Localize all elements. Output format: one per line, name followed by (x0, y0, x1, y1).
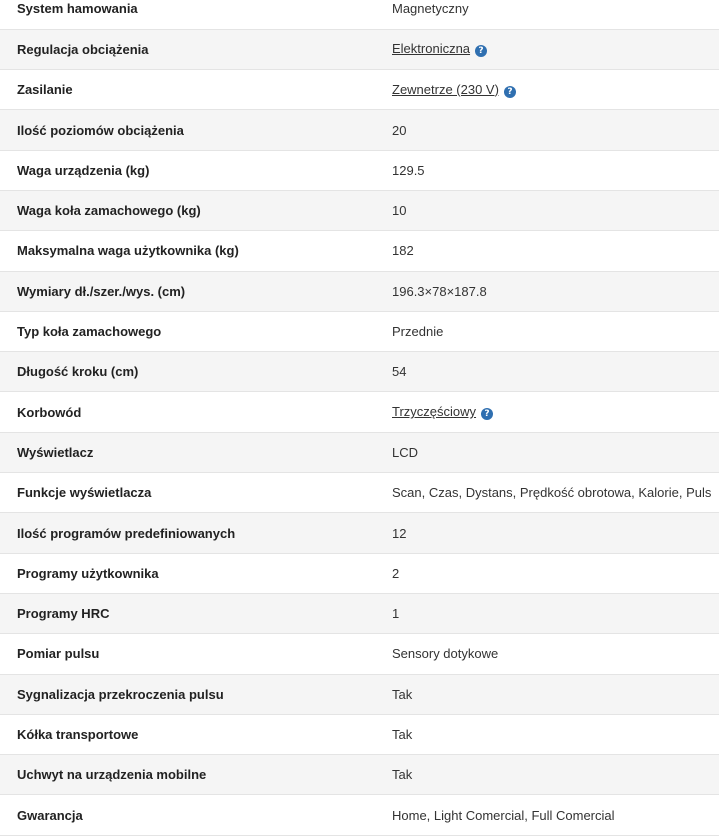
spec-label: Wyświetlacz (17, 444, 94, 460)
spec-value: 182 (392, 243, 414, 259)
spec-label: Programy HRC (17, 606, 110, 622)
spec-row (0, 593, 719, 633)
spec-label: Waga urządzenia (kg) (17, 162, 150, 178)
spec-row (0, 634, 719, 674)
spec-label: Sygnalizacja przekroczenia pulsu (17, 686, 224, 702)
spec-row (0, 311, 719, 351)
spec-value: Tak (392, 726, 413, 742)
spec-value: 2 (392, 565, 400, 581)
spec-row (0, 432, 719, 472)
spec-label: Uchwyt na urządzenia mobilne (17, 767, 207, 783)
spec-value: Tak (392, 686, 413, 702)
spec-row (0, 70, 719, 110)
spec-label: Maksymalna waga użytkownika (kg) (17, 243, 239, 259)
spec-label: Pomiar pulsu (17, 646, 100, 662)
spec-label: Waga koła zamachowego (kg) (17, 203, 201, 219)
spec-label: Korbowód (17, 404, 82, 420)
spec-row (0, 231, 719, 271)
spec-label: Kółka transportowe (17, 726, 139, 742)
spec-row (0, 795, 719, 835)
question-circle-icon[interactable]: ? (504, 86, 516, 98)
spec-label: Programy użytkownika (17, 565, 159, 581)
spec-value: 20 (392, 122, 407, 138)
spec-row (0, 513, 719, 553)
spec-row (0, 553, 719, 593)
spec-value: Sensory dotykowe (392, 646, 499, 662)
spec-row (0, 29, 719, 69)
spec-value: 54 (392, 364, 407, 380)
spec-label: Długość kroku (cm) (17, 364, 139, 380)
spec-row (0, 0, 719, 29)
spec-label: Ilość poziomów obciążenia (17, 122, 184, 138)
spec-row (0, 714, 719, 754)
spec-label: System hamowania (17, 1, 138, 17)
spec-label: Typ koła zamachowego (17, 324, 162, 340)
question-circle-icon[interactable]: ? (475, 45, 487, 57)
spec-row (0, 150, 719, 190)
spec-value: 12 (392, 525, 407, 541)
spec-label: Wymiary dł./szer./wys. (cm) (17, 283, 186, 299)
spec-value: 10 (392, 203, 407, 219)
spec-row (0, 190, 719, 230)
spec-value: Tak (392, 767, 413, 783)
spec-label: Ilość programów predefiniowanych (17, 525, 236, 541)
spec-value: Magnetyczny (392, 1, 469, 17)
spec-value (375, 392, 719, 432)
question-circle-icon[interactable]: ? (481, 408, 493, 420)
spec-row (0, 271, 719, 311)
spec-row (0, 755, 719, 795)
spec-value (375, 70, 719, 110)
spec-row (0, 392, 719, 432)
spec-label: Funkcje wyświetlacza (17, 485, 152, 501)
spec-label: Gwarancja (17, 807, 83, 823)
spec-row (0, 110, 719, 150)
spec-value-link[interactable]: Zewnetrze (230 V) (392, 81, 499, 97)
spec-value-link[interactable]: Trzyczęściowy (392, 404, 477, 420)
spec-value (375, 29, 719, 69)
spec-label: Regulacja obciążenia (17, 41, 149, 57)
spec-row (0, 352, 719, 392)
spec-value: 129.5 (392, 162, 425, 178)
spec-value: 196.3×78×187.8 (392, 283, 487, 299)
spec-row (0, 674, 719, 714)
spec-label: Zasilanie (17, 82, 73, 98)
spec-value: Home, Light Comercial, Full Comercial (392, 807, 615, 823)
spec-row (0, 473, 719, 513)
spec-value-link[interactable]: Elektroniczna (392, 41, 471, 57)
spec-value: Scan, Czas, Dystans, Prędkość obrotowa, Kalorie, Puls (392, 485, 712, 501)
spec-value: 1 (392, 606, 400, 622)
spec-value: LCD (392, 444, 419, 460)
spec-value: Przednie (392, 324, 444, 340)
